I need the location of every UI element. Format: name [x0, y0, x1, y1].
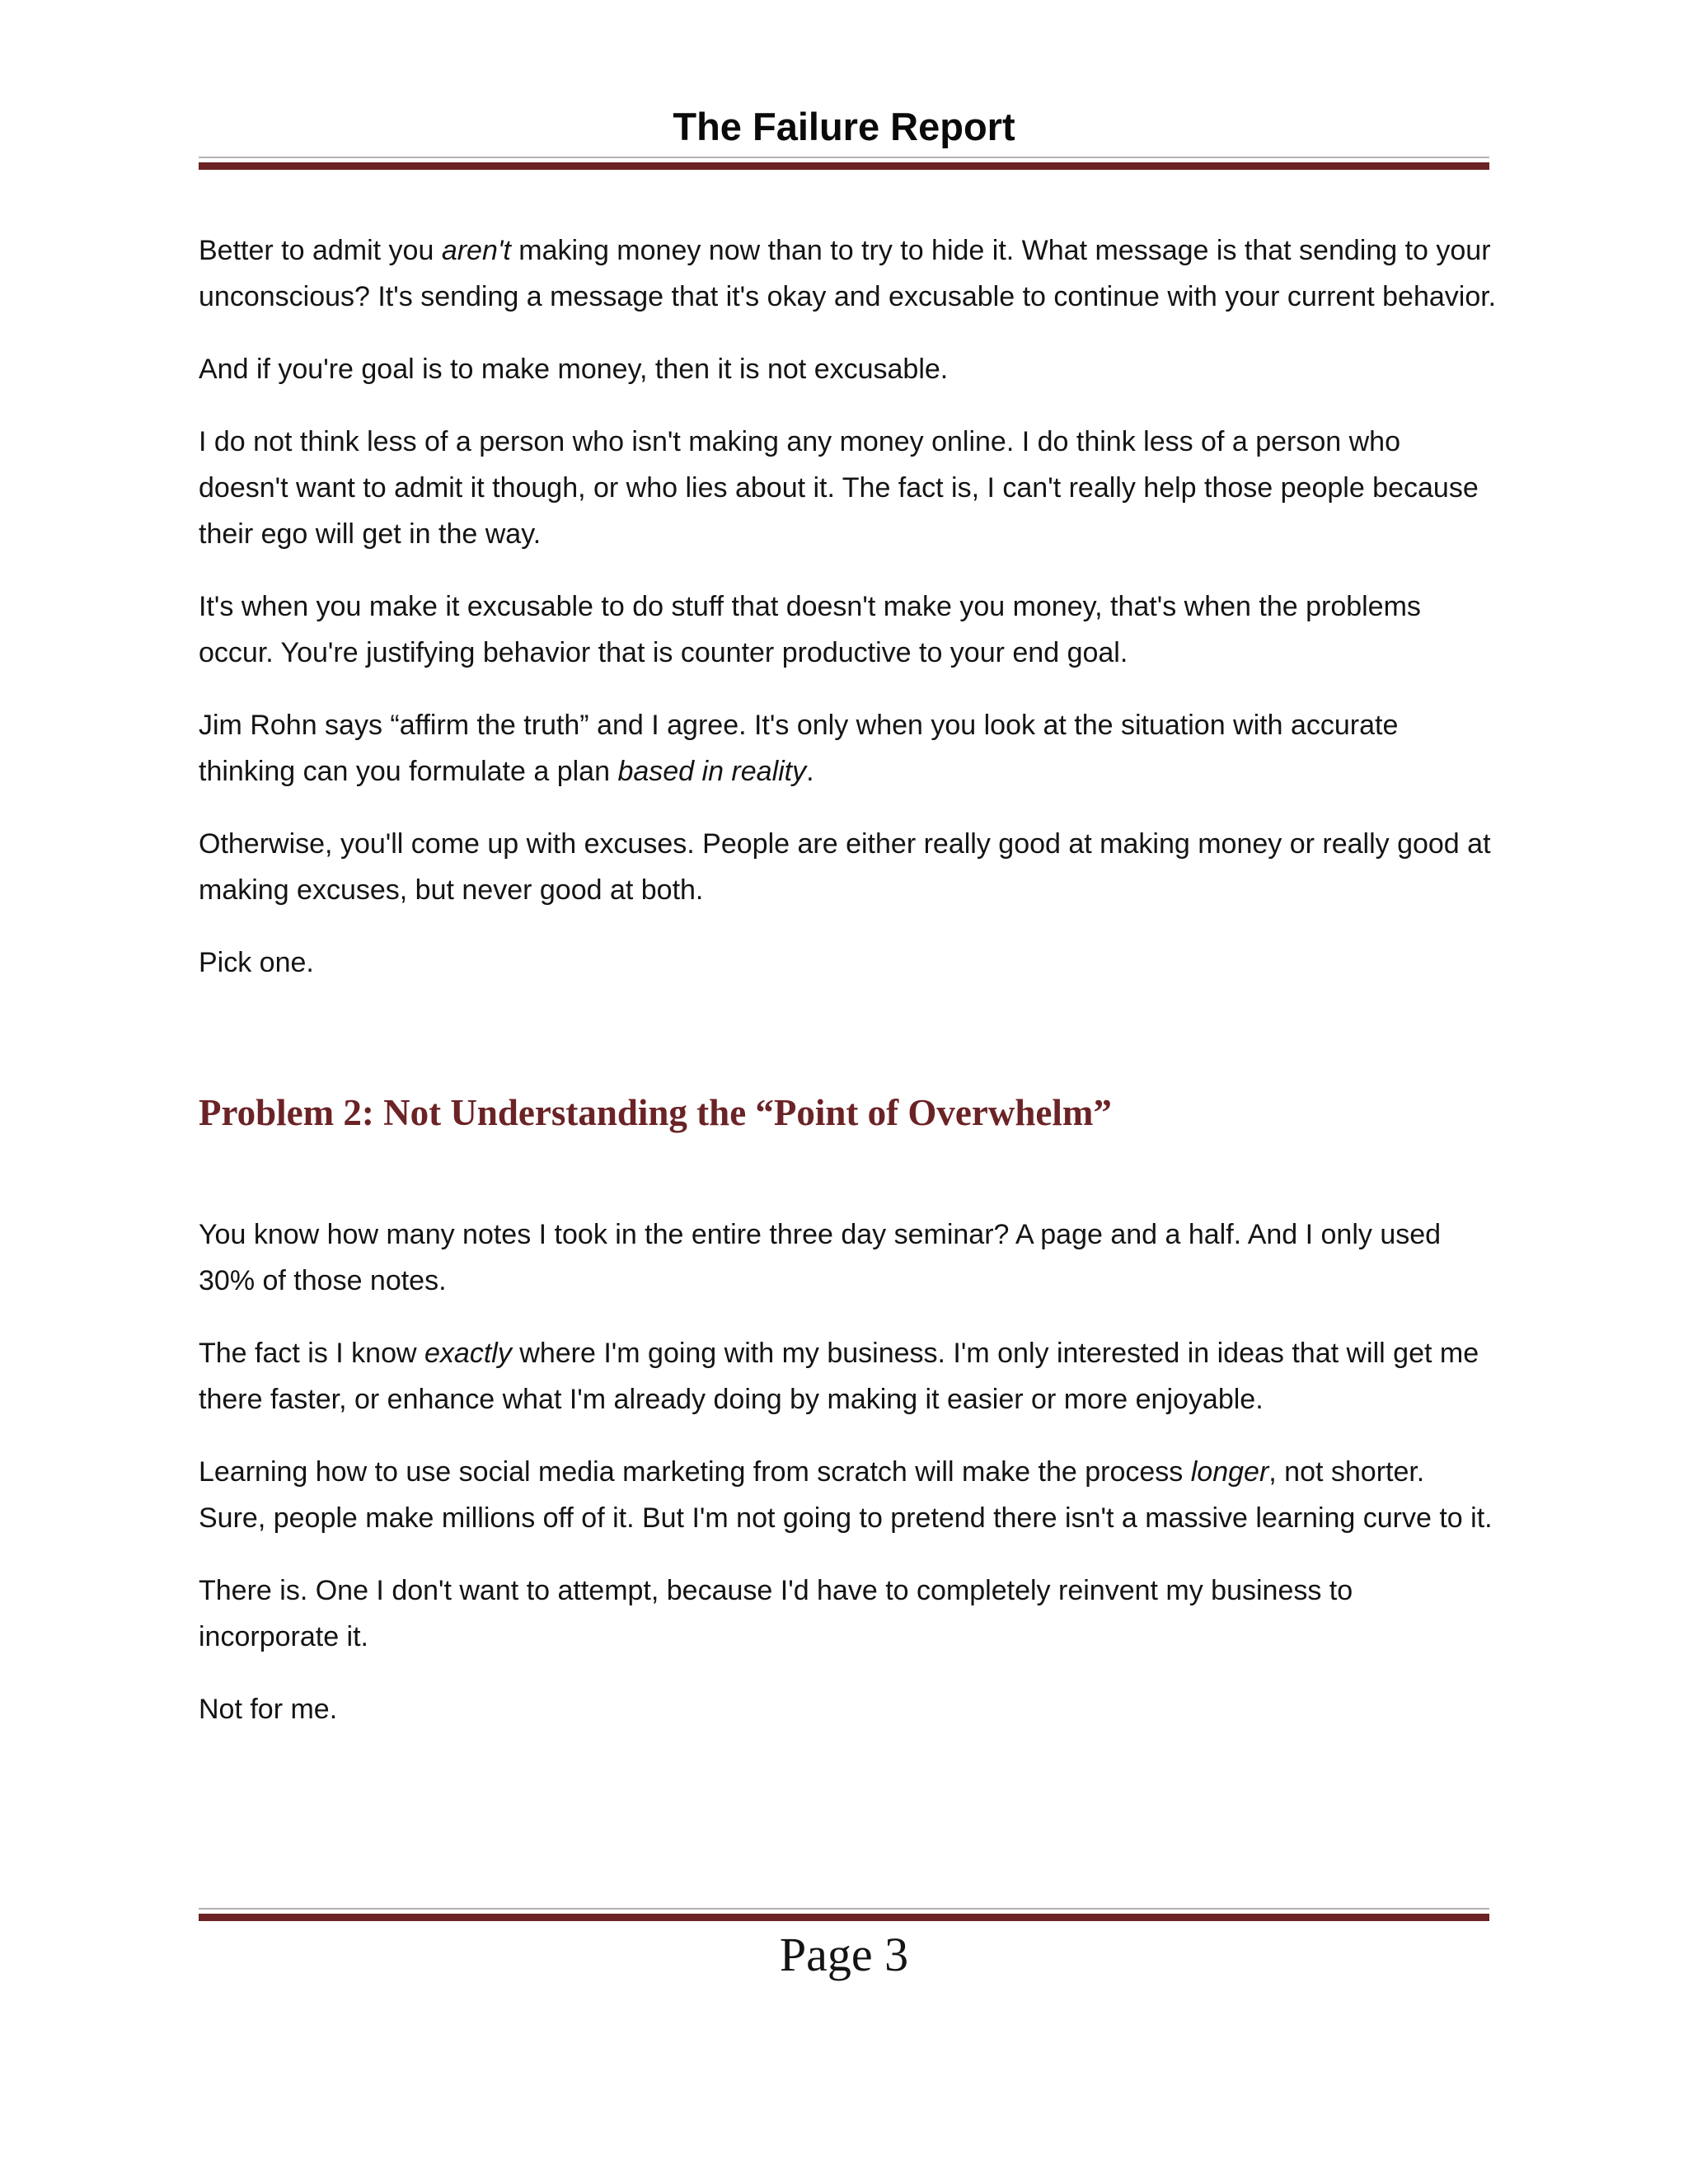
- section-paragraph-5: Not for me.: [199, 1694, 338, 1725]
- paragraph-2: And if you're goal is to make money, then it is not excusable.: [199, 354, 949, 385]
- section-paragraph-2: [199, 1330, 1497, 1422]
- paragraph-5: [199, 702, 1497, 794]
- paragraph-5-text-a: Jim Rohn says “affirm the truth” and I agree. It's only when you look at the situation with accurate thinking can you formulate a plan: [199, 710, 1399, 787]
- paragraph-1: [199, 227, 1497, 320]
- paragraph-5-text-b: .: [806, 756, 814, 787]
- section-paragraph-1: You know how many notes I took in the entire three day seminar? A page and a half. And I only used 30% of those notes.: [199, 1219, 1442, 1296]
- section-paragraph-2-text-b: where I'm going with my business. I'm only interested in ideas that will get me there faster, or enhance what I'm already doing by making it easier or more enjoyable.: [199, 1338, 1479, 1415]
- paragraph-4: It's when you make it excusable to do stuff that doesn't make you money, that's when the problems occur. You're justifying behavior that is counter productive to your end goal.: [199, 591, 1421, 668]
- section-paragraph-4: There is. One I don't want to attempt, because I'd have to completely reinvent my business to incorporate it.: [199, 1575, 1353, 1652]
- header-title: The Failure Report: [673, 105, 1015, 148]
- section-paragraph-3-text-b: , not shorter. Sure, people make millions off of it. But I'm not going to pretend there isn't a massive learning curve to it.: [199, 1456, 1493, 1534]
- paragraph-6: Otherwise, you'll come up with excuses. People are either really good at making money or really good at making excuses, but never good at both.: [199, 828, 1491, 906]
- header-rule-thick: [199, 162, 1489, 170]
- paragraph-3: I do not think less of a person who isn't making any money online. I do think less of a person who doesn't want to admit it though, or who lies about it. The fact is, I can't really help those people because their ego will get in the way.: [199, 426, 1479, 550]
- footer-rule-thin: [199, 1908, 1489, 1910]
- section-paragraph-2-text-a: The fact is I know: [199, 1338, 424, 1369]
- paragraph-1-text-a: Better to admit you: [199, 235, 442, 266]
- paragraph-5-emphasis: based in reality: [617, 756, 807, 787]
- section-heading: Problem 2: Not Understanding the “Point of Overwhelm”: [199, 1092, 1112, 1133]
- section-paragraph-3-emphasis: longer: [1190, 1456, 1269, 1488]
- paragraph-7: Pick one.: [199, 947, 314, 978]
- footer-rule-thick: [199, 1914, 1489, 1921]
- paragraph-1-text-b: making money now than to try to hide it. What message is that sending to your unconscious? It's sending a message that it's okay and excusable to continue with your current behavior.: [199, 235, 1497, 312]
- paragraph-1-emphasis: aren't: [441, 235, 511, 266]
- page-number: Page 3: [779, 1928, 909, 1981]
- section-paragraph-3-text-a: Learning how to use social media marketing from scratch will make the process: [199, 1456, 1191, 1488]
- header-rule-thin: [199, 157, 1489, 158]
- section-paragraph-3: [199, 1449, 1497, 1541]
- section-paragraph-2-emphasis: exactly: [424, 1338, 512, 1369]
- page-body: [199, 227, 1497, 1759]
